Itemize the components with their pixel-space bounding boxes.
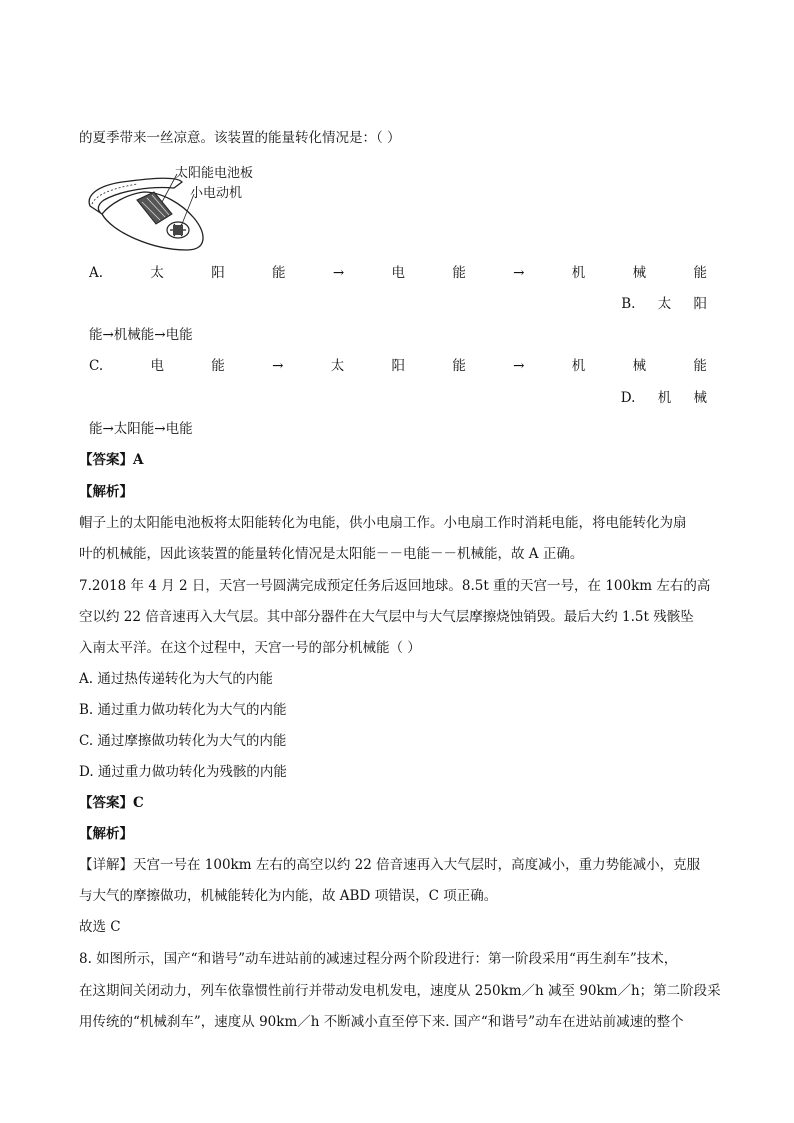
option-c-char: 太 [330,358,345,374]
option-c-char: 能 [452,358,466,374]
q6-analysis-line-2: 叶的机械能，因此该装置的能量转化情况是太阳能－－电能－－机械能，故 A 正确。 [79,546,584,562]
q6-option-b-tail: 能→机械能→电能 [89,327,193,343]
solar-panel-label: 太阳能电池板 [175,166,254,181]
option-a-char: → [332,265,345,281]
option-c-char: 能 [693,358,707,374]
q7-answer: 【答案】C [79,795,144,811]
q7-option-a: A. 通过热传递转化为大气的内能 [79,671,273,687]
q8-stem-line-1: 8. 如图所示，国产“和谐号”动车进站前的减速过程分两个阶段进行：第一阶段采用“再生刹车”技术， [79,951,678,967]
solar-hat-figure [82,162,282,257]
q7-stem-line-2: 空以约 22 倍音速再入大气层。其中部分器件在大气层中与大气层摩擦烧蚀销毁。最后大约 1.5t 残骸坠 [79,609,694,625]
q7-conclusion: 故选 C [79,919,121,935]
option-a-char: 械 [632,265,647,281]
option-c-char: 机 [571,358,586,374]
option-a-char: A. [89,265,104,281]
option-d-char: 机 [657,390,672,406]
q8-stem-line-3: 用传统的“机械刹车”，速度从 90km／h 不断减小直至停下来. 国产“和谐号”动车在进站前减速的整个 [79,1014,684,1030]
option-c-char: 电 [150,358,164,374]
q6-option-a [89,264,707,282]
q6-analysis-line-1: 帽子上的太阳能电池板将太阳能转化为电能，供小电扇工作。小电扇工作时消耗电能，将电能转化为扇 [79,515,687,531]
motor-label: 小电动机 [190,186,243,201]
option-b-char: 太 [657,296,672,312]
option-c-char: → [272,358,284,374]
q6-analysis-title: 【解析】 [79,484,133,500]
option-a-char: 能 [693,265,707,281]
option-a-char: 电 [391,265,405,281]
q7-option-b: B. 通过重力做功转化为大气的内能 [79,702,287,718]
q8-stem-line-2: 在这期间关闭动力，列车依靠惯性前行并带动发电机发电，速度从 250km／h 减至 90km／h；第二阶段采 [79,983,721,999]
q6-option-d-tail: 能→太阳能→电能 [89,421,193,437]
option-c-char: → [513,358,525,374]
q7-detail-line-1: 【详解】天宫一号在 100km 左右的高空以约 22 倍音速再入大气层时，高度减小，重力势能减小，克服 [79,857,701,873]
q6-option-c [89,357,707,375]
q7-stem-line-1: 7.2018 年 4 月 2 日，天宫一号圆满完成预定任务后返回地球。8.5t 重的天宫一号，在 100km 左右的高 [79,578,711,594]
q6-stem-tail: 的夏季带来一丝凉意。该装置的能量转化情况是：（ ） [79,130,401,146]
option-a-char: 能 [452,265,466,281]
option-d-char: D. [620,390,636,406]
option-a-char: 太 [150,265,164,281]
option-c-char: 能 [211,358,225,374]
option-d-char: 械 [693,390,707,406]
q7-option-c: C. 通过摩擦做功转化为大气的内能 [79,733,287,749]
option-c-char: 阳 [391,358,406,374]
option-a-char: 机 [571,265,586,281]
q7-analysis-title: 【解析】 [79,826,133,842]
q7-stem-line-3: 入南太平洋。在这个过程中，天宫一号的部分机械能（ ） [79,640,421,656]
q7-detail-line-2: 与大气的摩擦做功，机械能转化为内能，故 ABD 项错误，C 项正确。 [79,888,498,904]
q6-option-d-head [603,389,707,407]
option-a-char: → [513,265,525,281]
q6-answer: 【答案】A [79,452,144,468]
option-b-char: 阳 [693,296,707,312]
option-c-char: 械 [632,358,647,374]
q7-option-d: D. 通过重力做功转化为残骸的内能 [79,764,287,780]
option-a-char: 阳 [211,265,225,281]
q6-option-b-head [603,295,707,313]
option-c-char: C. [89,358,104,374]
option-a-char: 能 [272,265,286,281]
option-b-char: B. [621,296,636,312]
